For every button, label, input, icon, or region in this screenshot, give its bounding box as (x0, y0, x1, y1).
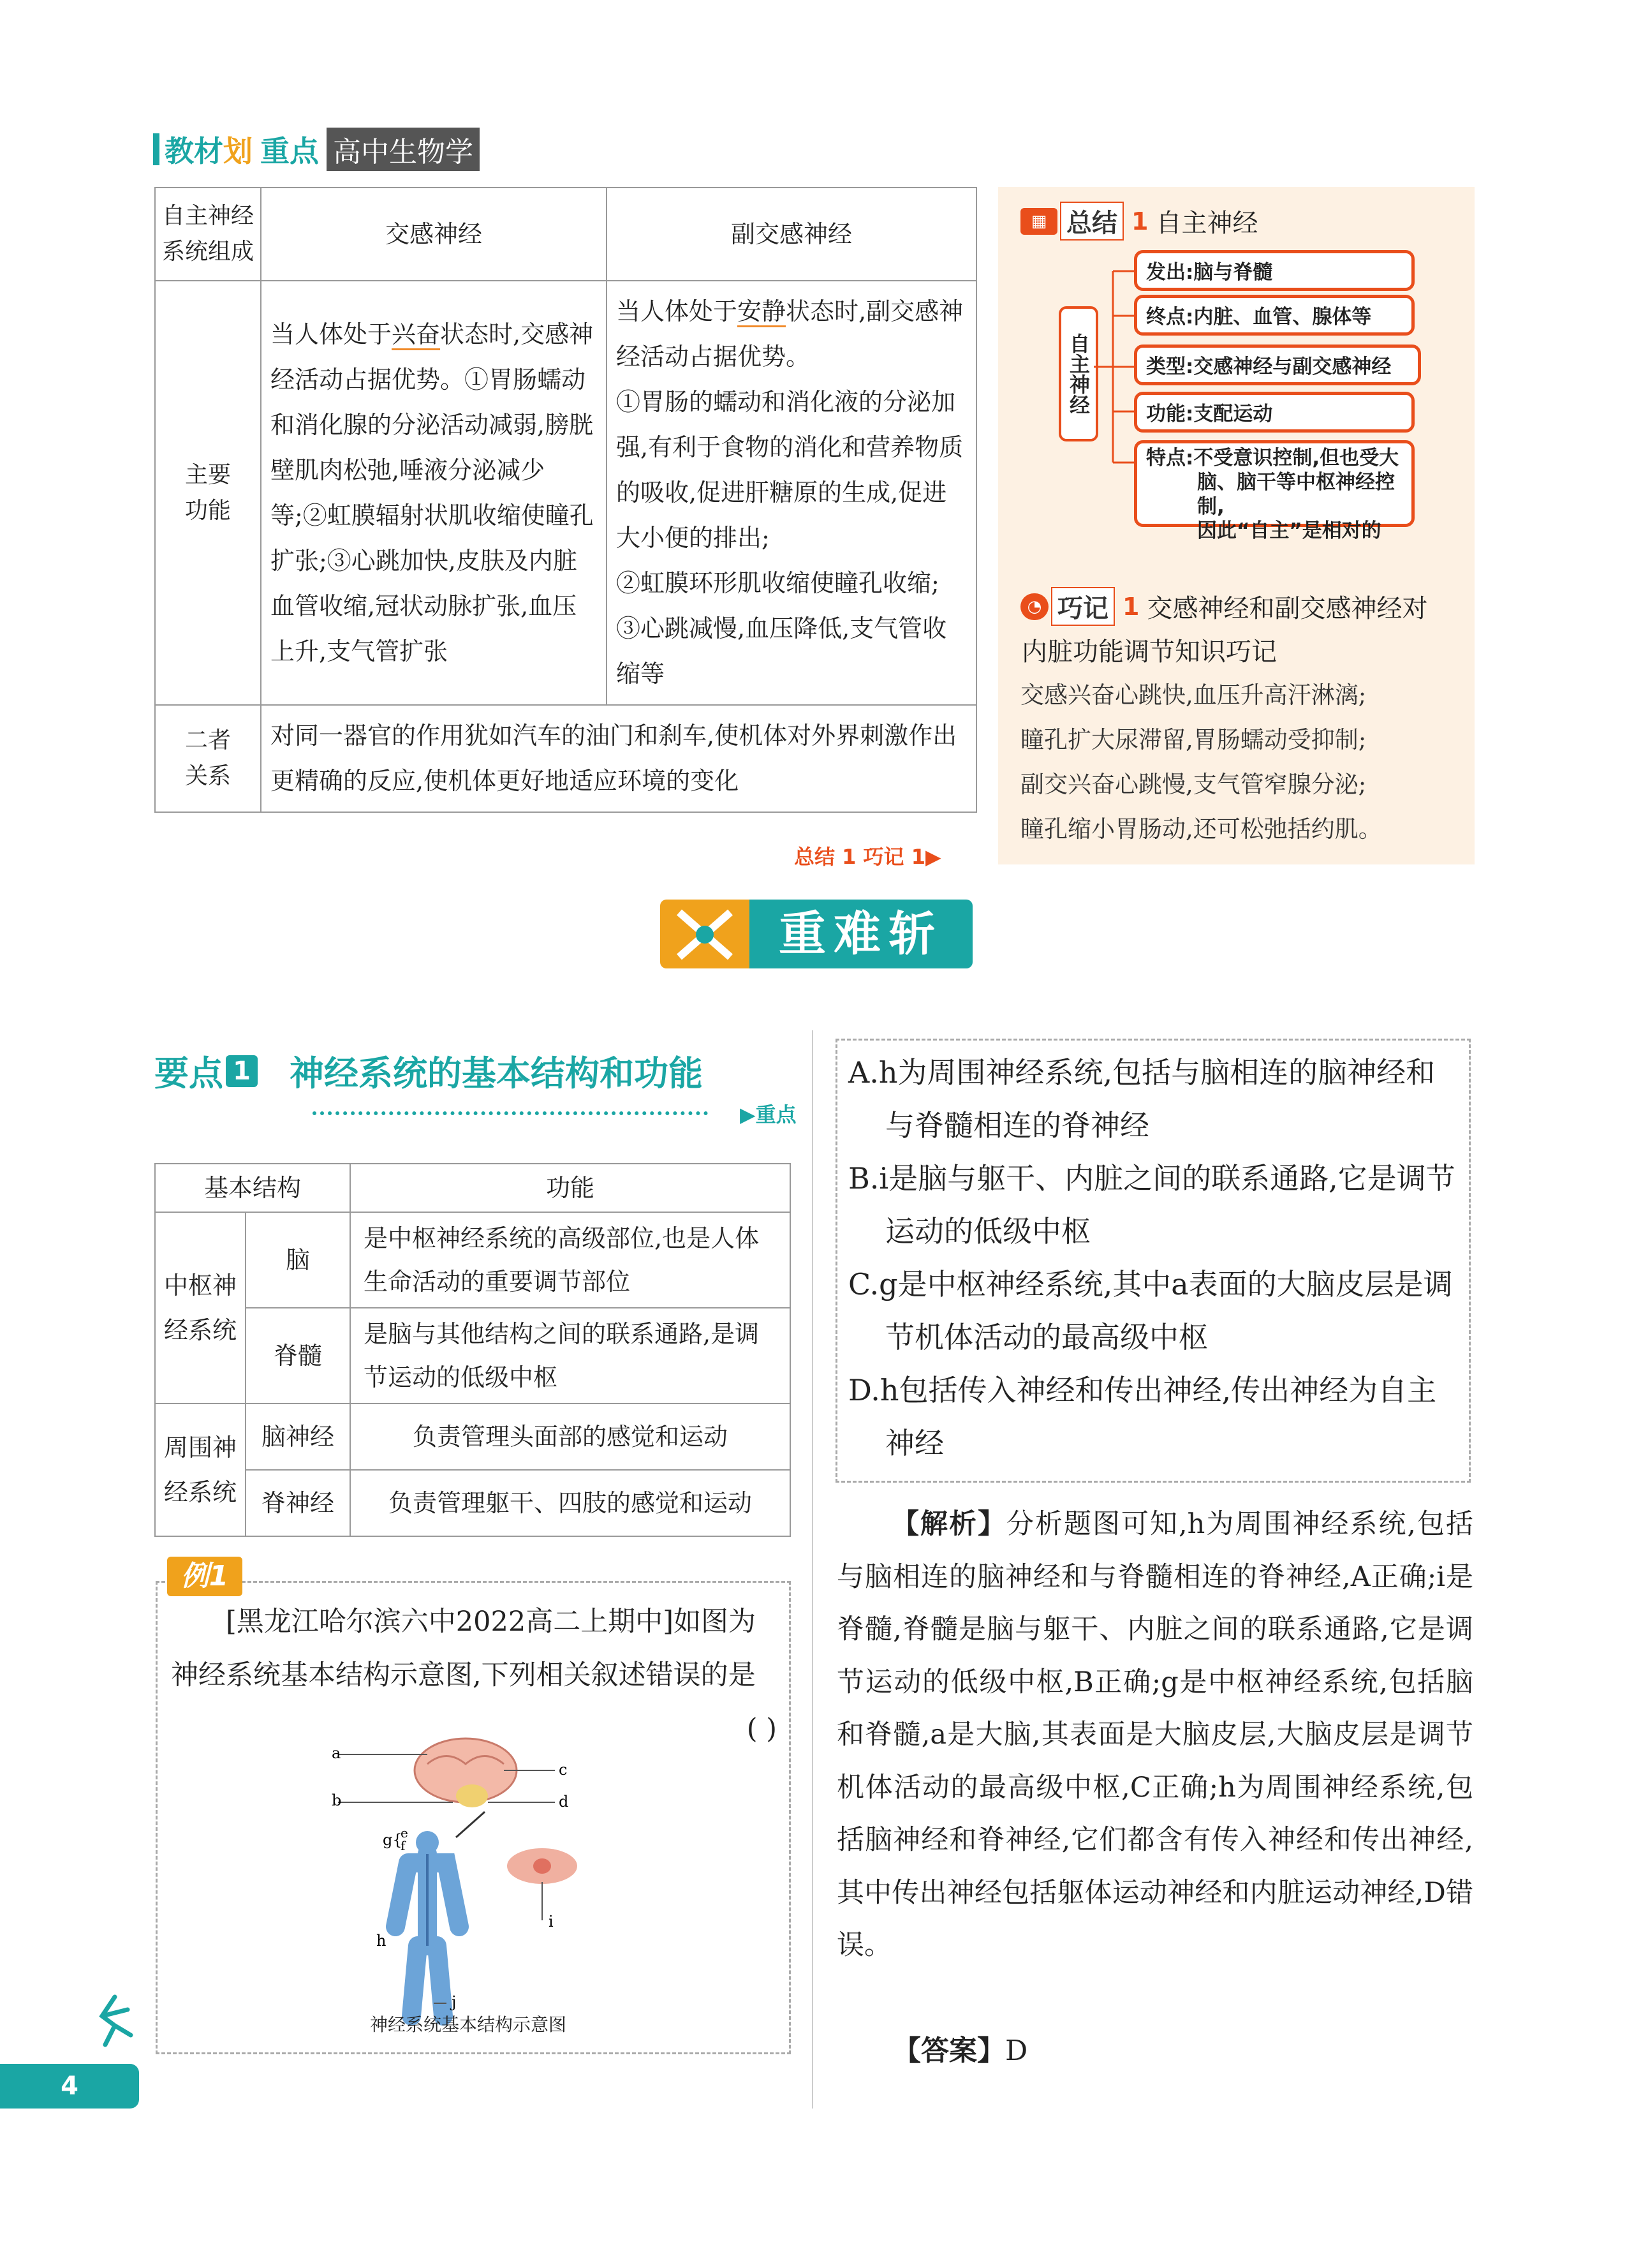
brand-text: 教材 (165, 134, 223, 168)
corner-line: 系统组成 (161, 239, 254, 265)
options-list (848, 1046, 1461, 1470)
label-line: 二者 (184, 727, 231, 753)
cranial-label: 脑神经 (246, 1404, 350, 1470)
cord-function: 是脑与其他结构之间的联系通路,是调节运动的低级中枢 (350, 1308, 790, 1404)
runner-icon (89, 1990, 140, 2048)
crossed-swords-icon (660, 900, 749, 968)
fig-label: h (376, 1932, 387, 1950)
mnemonic-title-2: 内脏功能调节知识巧记 (1022, 637, 1277, 667)
fig-label: b (332, 1791, 342, 1809)
fig-label: c (559, 1761, 568, 1779)
structure-table (154, 1163, 791, 1537)
analysis (837, 1498, 1473, 1972)
option-a: A.h为周围神经系统,包括与脑相连的脑神经和与脊髓相连的脊神经 (848, 1055, 1436, 1143)
column-divider (812, 1030, 813, 2109)
summary-title: 自主神经 (1156, 209, 1258, 238)
mindmap-node: 发出:脑与脊髓 (1134, 250, 1415, 291)
text: 当人体处于 (616, 297, 738, 325)
fig-label: i (548, 1913, 554, 1931)
fig-label: f (401, 1838, 406, 1853)
keypoint-heading (154, 1046, 703, 1095)
col-structure: 基本结构 (155, 1164, 350, 1212)
text: 当人体处于 (270, 320, 392, 348)
col-para: 副交感神经 (607, 188, 976, 281)
keypoint-mark: ▶重点 (740, 1102, 797, 1127)
brain-function: 是中枢神经系统的高级部位,也是人体生命活动的重要调节部位 (350, 1212, 790, 1308)
analysis-label: 【解析】 (892, 1508, 1006, 1540)
mnemonic-line: 副交兴奋心跳慢,支气管窄腺分泌; (1020, 771, 1367, 798)
cns-label: 中枢神经系统 (155, 1212, 246, 1404)
corner-line: 自主神经 (161, 203, 254, 229)
section-banner (660, 900, 973, 968)
mindmap-connectors (1087, 262, 1138, 498)
clock-icon: ◔ (1020, 593, 1049, 620)
page-number: 4 (0, 2064, 139, 2109)
label-line: 关系 (184, 763, 231, 789)
fig-label: e (401, 1825, 408, 1841)
spinal-label: 脊神经 (246, 1470, 350, 1536)
underlined-term: 兴奋 (392, 320, 440, 350)
example-stem (171, 1595, 777, 1756)
analysis-text: 分析题图可知,h为周围神经系统,包括与脑相连的脑神经和与脊髓相连的脊神经,A正确;i是脊髓,脊髓是脑与躯干、内脏之间的联系通路,它是调节运动的低级中枢,B正确;g是中枢神经系统,包括脑和脊髓,a是大脑,其表面是大脑皮层,大脑皮层是调节机体活动的最高级中枢,C正确;h为周围神经系统,包括脑神经和脊神经,它们都含有传入神经和传出神经,其中传出神经包括躯体运动神经和内脏运动神经,D错误。 (837, 1508, 1474, 1961)
node-line: 因此“自主”是相对的 (1197, 519, 1381, 542)
text: 状态时,交感神经活动占据优势。①胃肠蠕动和消化腺的分泌活动减弱,膀胱壁肌肉松弛,唾液分泌减少等;②虹膜辐射状肌收缩使瞳孔扩张;③心跳加快,皮肤及内脏血管收缩,冠状动脉扩张,血压上升,支气管扩张 (270, 320, 594, 665)
node-line: 脑、脑干等中枢神经控制, (1197, 471, 1395, 518)
cranial-function: 负责管理头面部的感觉和运动 (350, 1404, 790, 1470)
answer-label: 【答案】 (893, 2035, 1005, 2067)
mnemonic-lines (1020, 673, 1467, 852)
stem-text: [黑龙江哈尔滨六中2022高二上期中]如图为神经系统基本结构示意图,下列相关叙述错误的是 (171, 1606, 756, 1691)
fig-label: j (452, 1993, 457, 2011)
corner-cell (155, 188, 261, 281)
label-line: 主要 (184, 461, 231, 488)
mnemonic-tag (1020, 587, 1427, 626)
label-line: 功能 (184, 497, 231, 524)
text: ①胃肠的蠕动和消化液的分泌加强,有利于食物的消化和营养物质的吸收,促进肝糖原的生成,促进大小便的排出; (616, 388, 964, 552)
answer-blank: ( ) (746, 1713, 777, 1745)
spinal-function: 负责管理躯干、四肢的感觉和运动 (350, 1470, 790, 1536)
mnemonic-line: 瞳孔扩大尿滞留,胃肠蠕动受抑制; (1020, 726, 1367, 753)
cord-label: 脊髓 (246, 1308, 350, 1404)
brand-slash: 划 (223, 134, 253, 168)
answer-value: D (1005, 2035, 1028, 2067)
mnemonic-line: 瞳孔缩小胃肠动,还可松弛括约肌。 (1020, 815, 1382, 843)
fig-label: d (559, 1793, 569, 1811)
keypoint-title: 神经系统的基本结构和功能 (290, 1053, 703, 1093)
mindmap-center: 自主神经 (1059, 306, 1098, 441)
text: ③心跳减慢,血压降低,支气管收缩等 (616, 614, 947, 688)
mindmap-node: 类型:交感神经与副交感神经 (1134, 345, 1421, 385)
row-function-label (155, 281, 261, 705)
keypoint-label: 要点 (154, 1053, 223, 1093)
mnemonic-num: 1 (1123, 592, 1140, 621)
mindmap-node: 终点:内脏、血管、腺体等 (1134, 295, 1415, 336)
mindmap-node-features (1134, 440, 1415, 542)
brand-text-2: 重点 (260, 134, 319, 168)
header-bar-icon (153, 133, 159, 165)
fig-label: g{ (383, 1831, 402, 1849)
relation-text: 对同一器官的作用犹如汽车的油门和刹车,使机体对外界刺激作出更精确的反应,使机体更好地适应环境的变化 (261, 705, 976, 812)
summary-num: 1 (1131, 207, 1149, 235)
summary-icon: ▦ (1020, 208, 1057, 235)
autonomic-table (154, 187, 977, 813)
text: ②虹膜环形肌收缩使瞳孔收缩; (616, 569, 939, 597)
mindmap-node: 功能:支配运动 (1134, 392, 1415, 433)
pns-label: 周围神经系统 (155, 1404, 246, 1536)
option-c: C.g是中枢神经系统,其中a表面的大脑皮层是调节机体活动的最高级中枢 (848, 1267, 1453, 1354)
figure-caption: 神经系统基本结构示意图 (370, 2014, 567, 2035)
option-d: D.h包括传入神经和传出神经,传出神经为自主神经 (848, 1373, 1437, 1460)
option-b: B.i是脑与躯干、内脏之间的联系通路,它是调节运动的低级中枢 (848, 1161, 1455, 1249)
symp-function (261, 281, 607, 705)
node-line: 特点:不受意识控制,但也受大 (1146, 447, 1399, 470)
col-function: 功能 (350, 1164, 790, 1212)
col-symp: 交感神经 (261, 188, 607, 281)
mnemonic-title: 交感神经和副交感神经对 (1147, 594, 1428, 623)
para-function (607, 281, 976, 705)
mnemonic-tag-text: 巧记 (1051, 587, 1115, 626)
cross-reference: 总结 1 巧记 1▶ (794, 845, 941, 869)
keypoint-num: 1 (226, 1055, 258, 1087)
dotted-divider (313, 1111, 708, 1115)
answer (893, 2027, 1027, 2068)
example-tag: 例1 (167, 1557, 242, 1596)
running-header (153, 131, 480, 168)
summary-tag-text: 总结 (1060, 202, 1124, 241)
banner-title: 重难斩 (749, 900, 973, 968)
brain-label: 脑 (246, 1212, 350, 1308)
fig-label: a (332, 1744, 341, 1762)
subject-label: 高中生物学 (327, 128, 480, 171)
nervous-system-figure (332, 1735, 600, 2029)
text: 状态时,副交感神经活动占据优势。 (616, 297, 964, 371)
summary-tag (1020, 202, 1258, 241)
mnemonic-line: 交感兴奋心跳快,血压升高汗淋漓; (1020, 681, 1367, 709)
row-relation-label (155, 705, 261, 812)
underlined-term: 安静 (737, 297, 786, 327)
